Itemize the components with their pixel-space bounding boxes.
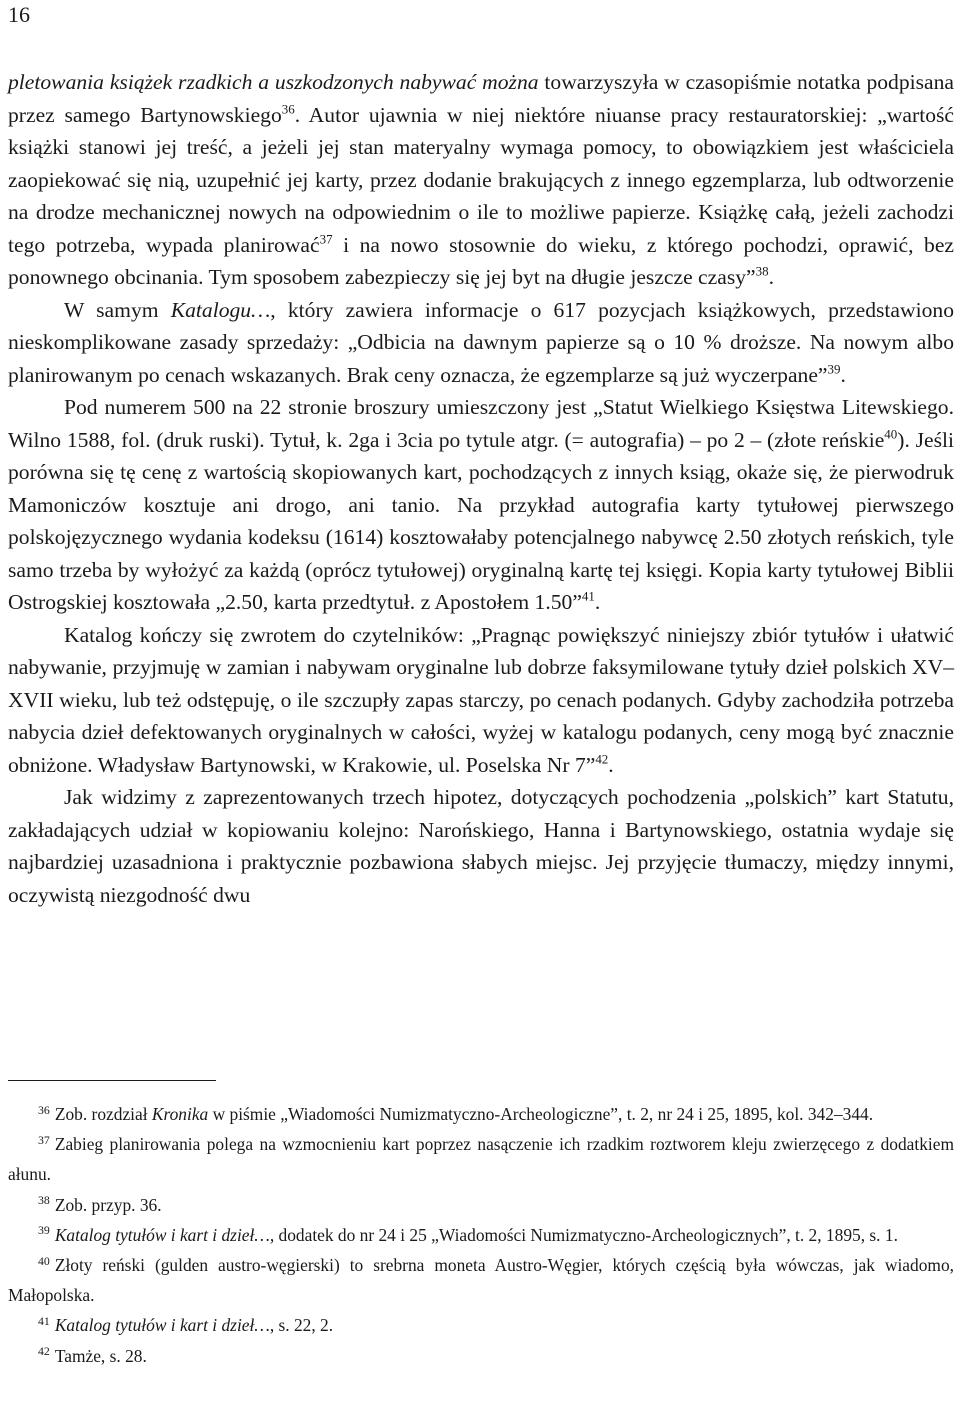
footnote-number: 40 — [38, 1253, 50, 1268]
paragraph-5 — [8, 781, 954, 911]
footnote-ref-42[interactable]: 42 — [595, 751, 609, 767]
text-run: , który zawiera informacje o 617 pozycjach książkowych, przedstawiono nieskomplikowane zasady sprzedaży: „Odbicia na dawnym papierze są o 10 % droższe. Na nowym albo planirowanym po cenach wskazanych. Brak ceny oznacza, że egzemplarze są już wyczerpane” — [8, 297, 954, 387]
footnote-number: 42 — [38, 1344, 50, 1359]
footnote-text: , s. 22, 2. — [269, 1315, 334, 1336]
footnote-text: Złoty reński (gulden austro-węgierski) to srebrna moneta Austro-Węgier, których częścią była wówczas, jak wiadomo, Małopolska. — [8, 1255, 954, 1306]
footnotes — [8, 1099, 954, 1371]
italic-title: Katalog tytułów i kart i dzieł… — [54, 1315, 270, 1336]
text-run: . — [594, 590, 601, 614]
footnote-separator — [8, 1080, 216, 1081]
main-text — [8, 66, 954, 911]
footnote-number: 38 — [38, 1193, 50, 1208]
footnote-number: 39 — [38, 1223, 50, 1238]
page-number: 16 — [8, 2, 30, 27]
footnote-text: Zabieg planirowania polega na wzmocnieniu kart poprzez nasączenie ich rzadkim roztworem kleju zwierzęcego z dodatkiem ałunu. — [8, 1134, 954, 1185]
footnote-ref-37[interactable]: 37 — [319, 231, 333, 247]
footnote-ref-38[interactable]: 38 — [755, 263, 769, 279]
footnote-38 — [8, 1190, 954, 1220]
footnote-ref-41[interactable]: 41 — [581, 588, 595, 604]
text-run: . — [840, 362, 846, 387]
text-run: . — [608, 752, 614, 777]
text-run: . Autor ujawnia w niej niektóre niuanse pracy restauratorskiej: „wartość książki stanowi jej treść, a jeżeli jej stan materyalny wymaga pomocy, to obowiązkiem jest właściciela zaopiekować się nią, uzupełnić jej karty, przez dodanie brakujących z innego egzemplarza, lub odtworzenie na drodze mechanicznej nowych na odpowiednim o ile to możliwe papierze. Książkę całą, jeżeli zachodzi tego potrzeba, wypada planirować — [8, 102, 954, 257]
footnote-number: 36 — [38, 1102, 50, 1117]
italic-title: Katalog tytułów i kart i dzieł… — [54, 1224, 270, 1245]
text-run: towarzyszyła w czasopiśmie notatka podpisana przez samego Bartynowskiego — [8, 70, 954, 127]
paragraph-4 — [8, 619, 954, 782]
footnote-37 — [8, 1129, 954, 1189]
text-run: Pod numerem 500 na 22 stronie broszury umieszczony jest „Statut Wielkiego Księstwa Litewskiego. Wilno 1588, fol. (druk ruski). Tytuł, k. 2ga i 3cia po tytule atgr. (= autografia) – po 2 – (złote reńskie — [8, 395, 954, 452]
italic-phrase: pletowania książek rzadkich a uszkodzonych nabywać można — [8, 70, 539, 94]
footnote-text: Zob. rozdział — [54, 1104, 152, 1124]
paragraph-1 — [8, 66, 954, 294]
footnote-41 — [8, 1310, 954, 1340]
footnote-40 — [8, 1250, 954, 1310]
text-run: i na nowo stosownie do wieku, z którego pochodzi, oprawić, bez ponownego obcinania. Tym sposobem zabezpieczy się jej byt na długie jeszcze czasy” — [8, 232, 954, 289]
footnote-ref-39[interactable]: 39 — [827, 361, 841, 377]
footnote-ref-40[interactable]: 40 — [884, 426, 898, 442]
text-run: W samym — [64, 297, 171, 322]
italic-title: Kronika — [151, 1104, 209, 1124]
footnote-text: Zob. przyp. 36. — [54, 1194, 162, 1215]
footnote-number: 41 — [38, 1313, 50, 1328]
paragraph-2 — [8, 294, 954, 392]
footnote-ref-36[interactable]: 36 — [281, 101, 295, 117]
italic-title: Katalogu… — [170, 297, 271, 322]
footnote-text: w piśmie „Wiadomości Numizmatyczno-Archeologiczne”, t. 2, nr 24 i 25, 1895, kol. 342–344. — [208, 1104, 874, 1124]
footnote-36 — [8, 1099, 954, 1129]
footnote-number: 37 — [38, 1132, 50, 1147]
paragraph-3 — [8, 391, 954, 619]
text-run: ). Jeśli porówna się tę cenę z wartością skopiowanych kart, pochodzących z innych ksiąg, okaże się, że pierwodruk Mamoniczów kosztuje ani drogo, ani tanio. Na przykład autografia karty tytułowej pierwszego polskojęzycznego wydania kodeksu (1614) kosztowałaby potencjalnego nabywcę 2.50 złotych reńskich, tyle samo trzeba by wyłożyć za każdą (oprócz tytułowej) oryginalną kartę tej księgi. Kopia karty tytułowej Biblii Ostrogskiej kosztowała „2.50, karta przedtytuł. z Apostołem 1.50” — [8, 427, 954, 614]
footnote-text: Tamże, s. 28. — [54, 1345, 147, 1366]
text-run: . — [768, 265, 774, 289]
text-run: Jak widzimy z zaprezentowanych trzech hipotez, dotyczących pochodzenia „polskich” kart Statutu, zakładających udział w kopiowaniu kolejno: Narońskiego, Hanna i Bartynowskiego, ostatnia wydaje się najbardziej uzasadniona i praktycznie pozbawiona słabych miejsc. Jej przyjęcie tłumaczy, między innymi, oczywistą niezgodność dwu — [8, 785, 954, 907]
text-run: Katalog kończy się zwrotem do czytelników: „Pragnąc powiększyć niniejszy zbiór tytułów i ułatwić nabywanie, przyjmuję w zamian i nabywam oryginalne lub dobrze faksymilowane tytuły dzieł polskich XV–XVII wieku, lub też odstępuję, o ile szczupły zapas starczy, po cenach podanych. Gdyby zachodziła potrzeba nabycia dzieł defektowanych oryginalnych w całości, wyżej w katalogu podanych, ceny mogą być znacznie obniżone. Władysław Bartynowski, w Krakowie, ul. Poselska Nr 7” — [8, 622, 954, 777]
footnote-42 — [8, 1341, 954, 1371]
footnote-text: , dodatek do nr 24 i 25 „Wiadomości Numizmatyczno-Archeologicznych”, t. 2, 1895, s. 1. — [269, 1224, 898, 1245]
footnote-39 — [8, 1220, 954, 1250]
